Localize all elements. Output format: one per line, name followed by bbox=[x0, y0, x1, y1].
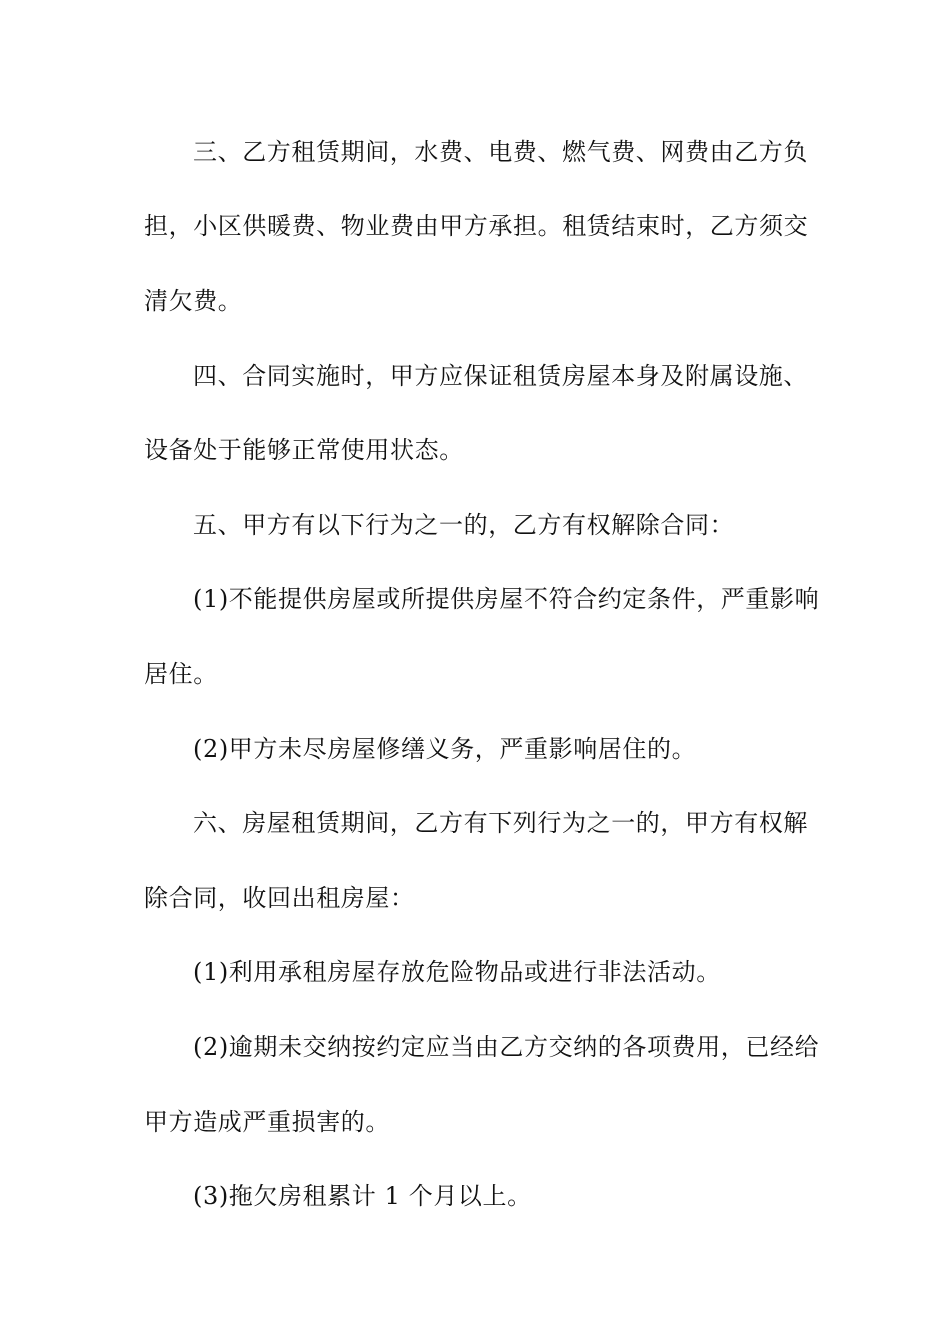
clause-4-line-2: 设备处于能够正常使用状态。 bbox=[144, 436, 464, 464]
clause-6-item-1: (1)利用承租房屋存放危险物品或进行非法活动。 bbox=[193, 958, 721, 986]
clause-6-heading-line-1: 六、房屋租赁期间，乙方有下列行为之一的，甲方有权解 bbox=[193, 809, 808, 837]
clause-3-line-3: 清欠费。 bbox=[144, 287, 243, 315]
clause-5-item-2: (2)甲方未尽房屋修缮义务，严重影响居住的。 bbox=[193, 735, 697, 763]
clause-6-item-3: (3)拖欠房租累计 1 个月以上。 bbox=[193, 1182, 532, 1210]
clause-5-item-1-line-2: 居住。 bbox=[144, 660, 218, 688]
clause-5-item-1-line-1: (1)不能提供房屋或所提供房屋不符合约定条件，严重影响 bbox=[193, 585, 820, 613]
clause-3-line-2: 担，小区供暖费、物业费由甲方承担。租赁结束时，乙方须交 bbox=[144, 212, 809, 240]
clause-4-line-1: 四、合同实施时，甲方应保证租赁房屋本身及附属设施、 bbox=[193, 362, 808, 390]
clause-6-heading-line-2: 除合同，收回出租房屋： bbox=[144, 884, 415, 912]
clause-5-heading: 五、甲方有以下行为之一的，乙方有权解除合同： bbox=[193, 511, 735, 539]
clause-6-item-2-line-2: 甲方造成严重损害的。 bbox=[144, 1108, 390, 1136]
clause-6-item-2-line-1: (2)逾期未交纳按约定应当由乙方交纳的各项费用，已经给 bbox=[193, 1033, 820, 1061]
clause-3-line-1: 三、乙方租赁期间，水费、电费、燃气费、网费由乙方负 bbox=[193, 138, 808, 166]
